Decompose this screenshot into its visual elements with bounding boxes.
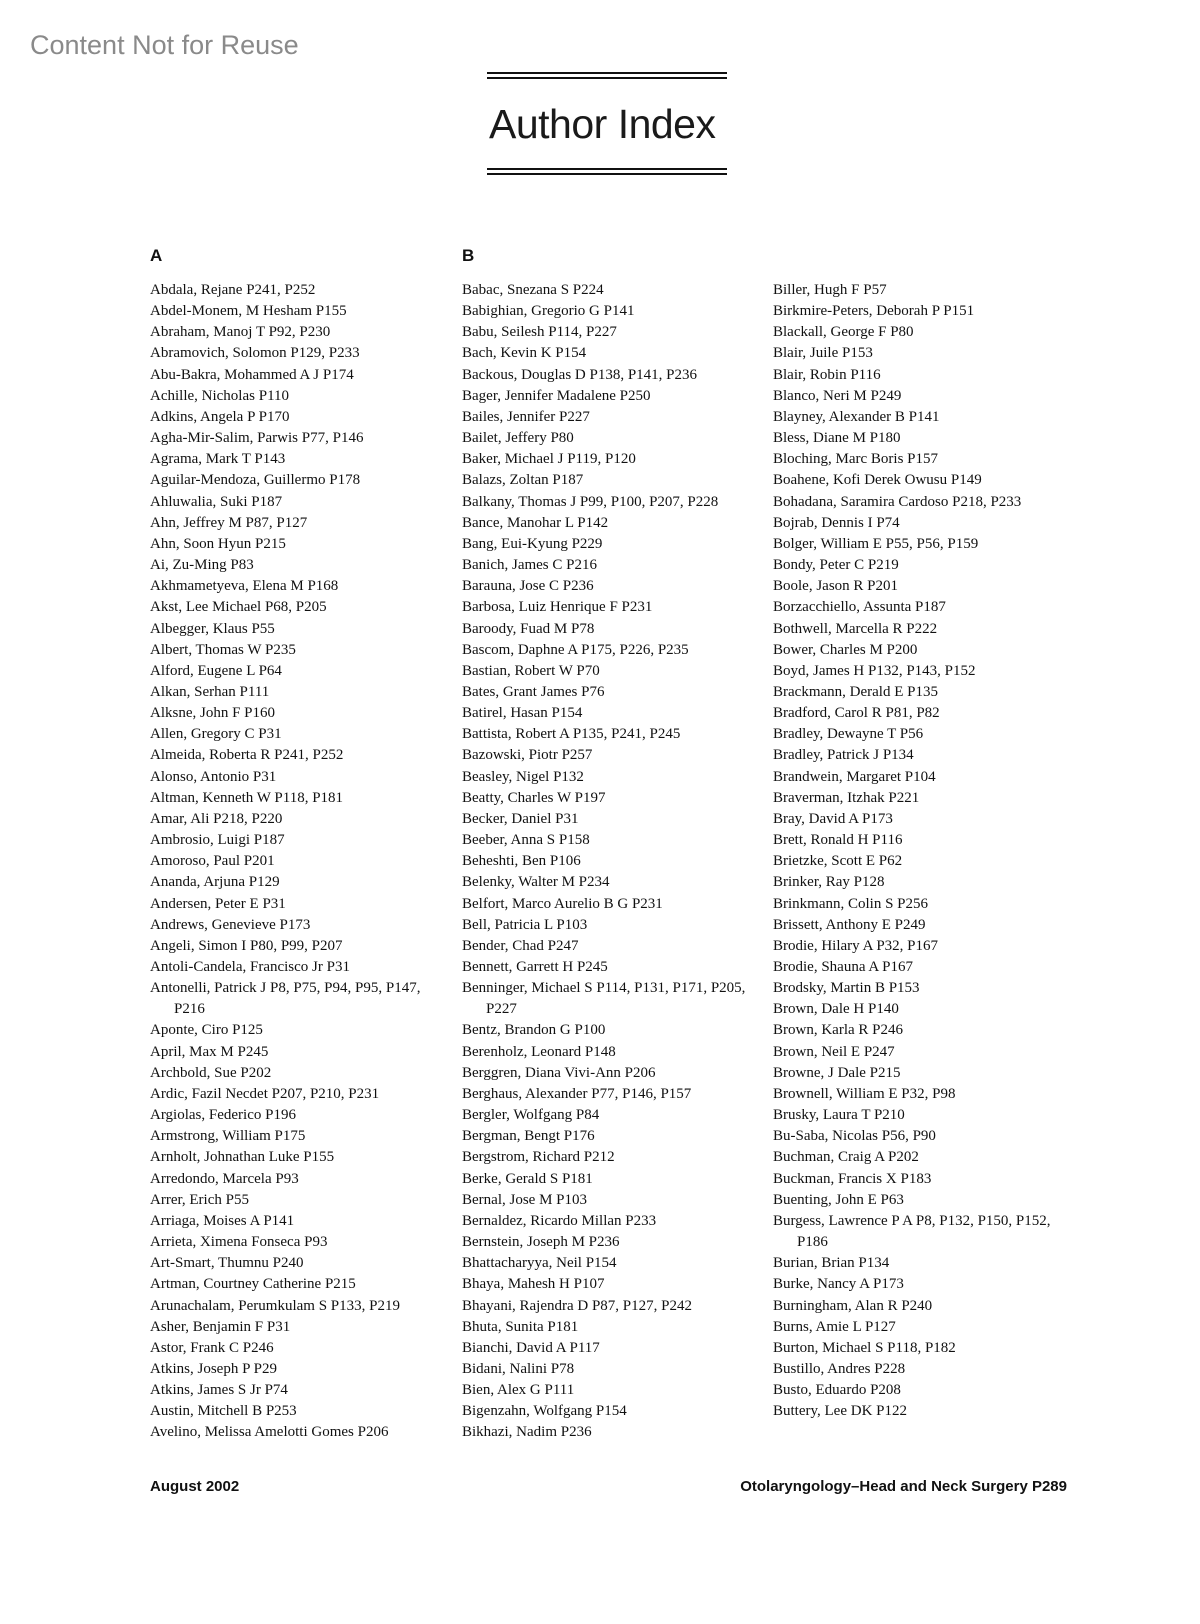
index-entry: Altman, Kenneth W P118, P181 bbox=[150, 789, 344, 806]
index-entry: Boole, Jason R P201 bbox=[773, 578, 899, 595]
index-entry: Bloching, Marc Boris P157 bbox=[773, 451, 938, 468]
index-entry: Andrews, Genevieve P173 bbox=[150, 916, 311, 933]
index-entry: Bernal, Jose M P103 bbox=[462, 1191, 587, 1208]
index-entry: Armstrong, William P175 bbox=[150, 1128, 306, 1145]
index-entry: Baroody, Fuad M P78 bbox=[462, 620, 595, 637]
footer-date: August 2002 bbox=[150, 1478, 240, 1495]
title-rule-top bbox=[487, 72, 727, 79]
index-entry: Battista, Robert A P135, P241, P245 bbox=[462, 726, 681, 743]
index-entry: Buenting, John E P63 bbox=[773, 1191, 904, 1208]
section-letter-b: B bbox=[462, 246, 475, 265]
index-entry: Bager, Jennifer Madalene P250 bbox=[462, 387, 651, 404]
index-entry: Alksne, John F P160 bbox=[150, 705, 276, 722]
index-entry: Artman, Courtney Catherine P215 bbox=[150, 1276, 356, 1293]
entry-list bbox=[150, 280, 446, 1444]
index-entry: Achille, Nicholas P110 bbox=[150, 387, 290, 404]
index-entry: Akst, Lee Michael P68, P205 bbox=[150, 599, 327, 616]
index-entry: Bikhazi, Nadim P236 bbox=[462, 1424, 592, 1441]
index-entry: Abu-Bakra, Mohammed A J P174 bbox=[150, 366, 354, 383]
index-column-a bbox=[150, 246, 446, 1444]
index-entry: Albert, Thomas W P235 bbox=[150, 641, 296, 658]
index-entry: Bless, Diane M P180 bbox=[773, 430, 901, 447]
index-entry: Bradford, Carol R P81, P82 bbox=[773, 705, 940, 722]
index-entry: Brinker, Ray P128 bbox=[773, 874, 885, 891]
index-entry: Bhuta, Sunita P181 bbox=[462, 1318, 579, 1335]
index-column-b bbox=[462, 246, 758, 1444]
index-entry: Antoli-Candela, Francisco Jr P31 bbox=[150, 959, 350, 975]
index-entry: Abdala, Rejane P241, P252 bbox=[150, 282, 316, 298]
index-entry: Bradley, Patrick J P134 bbox=[773, 747, 914, 764]
index-entry: Brandwein, Margaret P104 bbox=[773, 768, 936, 785]
entry-list bbox=[773, 280, 1069, 1422]
index-entry: Burton, Michael S P118, P182 bbox=[773, 1339, 956, 1356]
index-entry: Bhattacharyya, Neil P154 bbox=[462, 1255, 617, 1272]
index-entry: Ambrosio, Luigi P187 bbox=[150, 832, 285, 849]
index-entry: Berke, Gerald S P181 bbox=[462, 1170, 593, 1187]
index-entry: Brinkmann, Colin S P256 bbox=[773, 895, 929, 912]
index-entry: Borzacchiello, Assunta P187 bbox=[773, 599, 946, 616]
index-entry: Abraham, Manoj T P92, P230 bbox=[150, 324, 331, 341]
index-entry: Becker, Daniel P31 bbox=[462, 810, 579, 827]
index-entry: Bondy, Peter C P219 bbox=[773, 557, 899, 574]
index-entry: Beasley, Nigel P132 bbox=[462, 768, 584, 785]
index-entry: Bower, Charles M P200 bbox=[773, 641, 918, 658]
index-entry: Bergler, Wolfgang P84 bbox=[462, 1107, 600, 1124]
index-entry: Arriaga, Moises A P141 bbox=[150, 1212, 295, 1229]
index-entry: Berghaus, Alexander P77, P146, P157 bbox=[462, 1085, 692, 1102]
index-entry: Bothwell, Marcella R P222 bbox=[773, 620, 938, 637]
index-entry: Agha-Mir-Salim, Parwis P77, P146 bbox=[150, 430, 364, 447]
title-rule-bottom bbox=[487, 168, 727, 175]
index-entry: Brietzke, Scott E P62 bbox=[773, 853, 903, 870]
index-entry: Balazs, Zoltan P187 bbox=[462, 472, 584, 489]
index-entry: Bance, Manohar L P142 bbox=[462, 514, 609, 531]
index-entry: Blanco, Neri M P249 bbox=[773, 387, 902, 404]
index-entry: Arredondo, Marcela P93 bbox=[150, 1170, 299, 1187]
index-entry: Backous, Douglas D P138, P141, P236 bbox=[462, 366, 698, 383]
index-entry: Banich, James C P216 bbox=[462, 557, 597, 574]
index-entry: Bang, Eui-Kyung P229 bbox=[462, 535, 603, 552]
index-entry: Allen, Gregory C P31 bbox=[150, 726, 282, 743]
index-entry: Brown, Dale H P140 bbox=[773, 1001, 899, 1018]
index-entry: Bach, Kevin K P154 bbox=[462, 345, 587, 362]
index-entry: Bender, Chad P247 bbox=[462, 937, 579, 954]
index-entry: Brodsky, Martin B P153 bbox=[773, 980, 920, 997]
index-entry: Bidani, Nalini P78 bbox=[462, 1360, 575, 1377]
index-entry: Aguilar-Mendoza, Guillermo P178 bbox=[150, 472, 361, 489]
index-entry: Bastian, Robert W P70 bbox=[462, 662, 600, 679]
index-entry: Beheshti, Ben P106 bbox=[462, 853, 581, 870]
index-entry: Amoroso, Paul P201 bbox=[150, 853, 275, 870]
index-entry: Blair, Robin P116 bbox=[773, 366, 881, 383]
watermark: Content Not for Reuse bbox=[30, 30, 299, 60]
index-entry: Bray, David A P173 bbox=[773, 810, 893, 827]
index-entry: Arunachalam, Perumkulam S P133, P219 bbox=[150, 1297, 400, 1314]
index-entry: Arrer, Erich P55 bbox=[150, 1191, 249, 1208]
index-entry: Burke, Nancy A P173 bbox=[773, 1276, 904, 1293]
index-entry: Avelino, Melissa Amelotti Gomes P206 bbox=[150, 1424, 389, 1441]
index-entry: Birkmire-Peters, Deborah P P151 bbox=[773, 303, 975, 320]
index-entry: Bennett, Garrett H P245 bbox=[462, 959, 608, 975]
index-entry: Bhaya, Mahesh H P107 bbox=[462, 1276, 605, 1293]
index-entry: Burgess, Lawrence P A P8, P132, P150, P152, P186 bbox=[773, 1212, 1051, 1251]
index-entry: Bu-Saba, Nicolas P56, P90 bbox=[773, 1128, 936, 1145]
index-entry: Bianchi, David A P117 bbox=[462, 1339, 600, 1356]
index-entry: Buttery, Lee DK P122 bbox=[773, 1403, 908, 1420]
index-entry: Boyd, James H P132, P143, P152 bbox=[773, 662, 976, 679]
index-entry: Bustillo, Andres P228 bbox=[773, 1360, 906, 1377]
index-entry: Blair, Juile P153 bbox=[773, 345, 873, 362]
index-entry: Bailet, Jeffery P80 bbox=[462, 430, 574, 447]
index-entry: Balkany, Thomas J P99, P100, P207, P228 bbox=[462, 493, 719, 510]
index-entry: Bell, Patricia L P103 bbox=[462, 916, 588, 933]
index-entry: Bradley, Dewayne T P56 bbox=[773, 726, 924, 743]
index-entry: Arnholt, Johnathan Luke P155 bbox=[150, 1149, 335, 1166]
index-entry: Brown, Karla R P246 bbox=[773, 1022, 903, 1039]
index-entry: Arrieta, Ximena Fonseca P93 bbox=[150, 1234, 328, 1251]
index-entry: Bailes, Jennifer P227 bbox=[462, 408, 590, 425]
index-entry: April, Max M P245 bbox=[150, 1043, 269, 1060]
index-entry: Blayney, Alexander B P141 bbox=[773, 408, 940, 425]
index-entry: Babu, Seilesh P114, P227 bbox=[462, 324, 617, 341]
index-entry: Agrama, Mark T P143 bbox=[150, 451, 286, 468]
index-entry: Atkins, James S Jr P74 bbox=[150, 1382, 288, 1399]
index-entry: Bolger, William E P55, P56, P159 bbox=[773, 535, 979, 552]
index-entry: Archbold, Sue P202 bbox=[150, 1064, 272, 1081]
index-entry: Busto, Eduardo P208 bbox=[773, 1382, 901, 1399]
index-entry: Brownell, William E P32, P98 bbox=[773, 1085, 956, 1102]
index-entry: Ahn, Jeffrey M P87, P127 bbox=[150, 514, 308, 531]
index-entry: Akhmametyeva, Elena M P168 bbox=[150, 578, 339, 595]
index-entry: Alonso, Antonio P31 bbox=[150, 768, 277, 785]
index-entry: Barbosa, Luiz Henrique F P231 bbox=[462, 599, 653, 616]
index-entry: Asher, Benjamin F P31 bbox=[150, 1318, 291, 1335]
index-entry: Blackall, George F P80 bbox=[773, 324, 914, 341]
index-entry: Barauna, Jose C P236 bbox=[462, 578, 594, 595]
index-entry: Ahluwalia, Suki P187 bbox=[150, 493, 283, 510]
index-entry: Brodie, Shauna A P167 bbox=[773, 959, 914, 975]
index-entry: Alford, Eugene L P64 bbox=[150, 662, 282, 679]
index-entry: Beeber, Anna S P158 bbox=[462, 832, 590, 849]
index-entry: Bates, Grant James P76 bbox=[462, 683, 605, 700]
index-entry: Benninger, Michael S P114, P131, P171, P205, P227 bbox=[462, 980, 746, 1018]
index-entry: Brissett, Anthony E P249 bbox=[773, 916, 926, 933]
index-entry: Bohadana, Saramira Cardoso P218, P233 bbox=[773, 493, 1022, 510]
index-entry: Berggren, Diana Vivi-Ann P206 bbox=[462, 1064, 656, 1081]
index-entry: Browne, J Dale P215 bbox=[773, 1064, 901, 1081]
index-entry: Ardic, Fazil Necdet P207, P210, P231 bbox=[150, 1085, 380, 1102]
index-entry: Burningham, Alan R P240 bbox=[773, 1297, 933, 1314]
entry-list bbox=[462, 280, 758, 1444]
index-entry: Bentz, Brandon G P100 bbox=[462, 1022, 606, 1039]
index-entry: Bazowski, Piotr P257 bbox=[462, 747, 593, 764]
index-entry: Angeli, Simon I P80, P99, P207 bbox=[150, 937, 343, 954]
index-entry: Bernaldez, Ricardo Millan P233 bbox=[462, 1212, 657, 1229]
index-entry: Beatty, Charles W P197 bbox=[462, 789, 606, 806]
index-entry: Baker, Michael J P119, P120 bbox=[462, 451, 636, 468]
footer-journal-page: Otolaryngology–Head and Neck Surgery P289 bbox=[740, 1478, 1067, 1495]
index-entry: Burian, Brian P134 bbox=[773, 1255, 890, 1272]
index-entry: Babighian, Gregorio G P141 bbox=[462, 303, 635, 320]
index-entry: Aponte, Ciro P125 bbox=[150, 1022, 263, 1039]
index-entry: Bigenzahn, Wolfgang P154 bbox=[462, 1403, 627, 1420]
index-entry: Berenholz, Leonard P148 bbox=[462, 1043, 616, 1060]
index-entry: Ai, Zu-Ming P83 bbox=[150, 557, 254, 574]
index-entry: Ahn, Soon Hyun P215 bbox=[150, 535, 286, 552]
index-entry: Almeida, Roberta R P241, P252 bbox=[150, 747, 344, 764]
page-title: Author Index bbox=[489, 101, 716, 147]
index-entry: Abdel-Monem, M Hesham P155 bbox=[150, 303, 347, 320]
index-entry: Bergstrom, Richard P212 bbox=[462, 1149, 615, 1166]
index-entry: Babac, Snezana S P224 bbox=[462, 282, 604, 298]
index-entry: Bergman, Bengt P176 bbox=[462, 1128, 595, 1145]
index-entry: Belfort, Marco Aurelio B G P231 bbox=[462, 895, 663, 912]
index-entry: Argiolas, Federico P196 bbox=[150, 1107, 296, 1124]
index-column-b-continued bbox=[773, 246, 1069, 1422]
index-entry: Albegger, Klaus P55 bbox=[150, 620, 275, 637]
index-entry: Alkan, Serhan P111 bbox=[150, 683, 270, 700]
index-entry: Austin, Mitchell B P253 bbox=[150, 1403, 297, 1420]
index-entry: Braverman, Itzhak P221 bbox=[773, 789, 920, 806]
index-entry: Brett, Ronald H P116 bbox=[773, 832, 903, 849]
index-entry: Brodie, Hilary A P32, P167 bbox=[773, 937, 939, 954]
index-entry: Batirel, Hasan P154 bbox=[462, 705, 583, 722]
index-entry: Bojrab, Dennis I P74 bbox=[773, 514, 900, 531]
index-entry: Atkins, Joseph P P29 bbox=[150, 1360, 277, 1377]
index-entry: Astor, Frank C P246 bbox=[150, 1339, 274, 1356]
index-entry: Brown, Neil E P247 bbox=[773, 1043, 895, 1060]
index-entry: Andersen, Peter E P31 bbox=[150, 895, 286, 912]
index-entry: Biller, Hugh F P57 bbox=[773, 282, 887, 298]
index-entry: Bhayani, Rajendra D P87, P127, P242 bbox=[462, 1297, 692, 1314]
index-entry: Art-Smart, Thumnu P240 bbox=[150, 1255, 304, 1272]
index-entry: Boahene, Kofi Derek Owusu P149 bbox=[773, 472, 982, 489]
index-entry: Bernstein, Joseph M P236 bbox=[462, 1234, 620, 1251]
index-entry: Buckman, Francis X P183 bbox=[773, 1170, 932, 1187]
index-entry: Burns, Amie L P127 bbox=[773, 1318, 896, 1335]
index-entry: Bascom, Daphne A P175, P226, P235 bbox=[462, 641, 689, 658]
index-entry: Abramovich, Solomon P129, P233 bbox=[150, 345, 360, 362]
section-letter-a: A bbox=[150, 246, 163, 265]
index-entry: Brackmann, Derald E P135 bbox=[773, 683, 938, 700]
index-entry: Adkins, Angela P P170 bbox=[150, 408, 290, 425]
index-entry: Buchman, Craig A P202 bbox=[773, 1149, 919, 1166]
index-entry: Belenky, Walter M P234 bbox=[462, 874, 610, 891]
index-entry: Brusky, Laura T P210 bbox=[773, 1107, 905, 1124]
title-block bbox=[487, 72, 727, 175]
index-entry: Antonelli, Patrick J P8, P75, P94, P95, P147, P216 bbox=[150, 980, 421, 1018]
index-entry: Ananda, Arjuna P129 bbox=[150, 874, 280, 891]
index-entry: Bien, Alex G P111 bbox=[462, 1382, 575, 1399]
index-entry: Amar, Ali P218, P220 bbox=[150, 810, 283, 827]
